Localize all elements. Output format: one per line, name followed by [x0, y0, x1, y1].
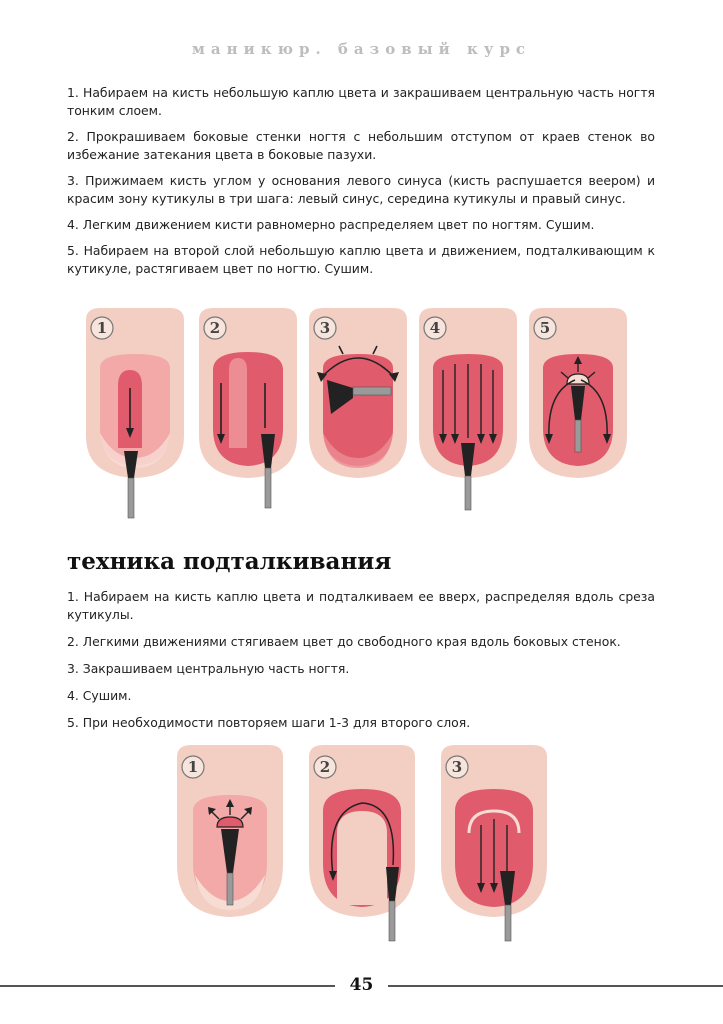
nail-cuticle-fan-icon [303, 308, 413, 523]
list-item: 1. Набираем на кисть каплю цвета и подталкиваем ее вверх, распределяя вдоль среза кутикулы. [67, 589, 655, 622]
list-item: 3. Закрашиваем центральную часть ногтя. [67, 661, 350, 676]
list-item: 2. Легкими движениями стягиваем цвет до свободного края вдоль боковых стенок. [67, 634, 621, 649]
figure-step-number: 2 [319, 758, 331, 776]
nail-pull-sides-icon [303, 745, 421, 960]
list-item: 4. Сушим. [67, 688, 132, 703]
nail-fill-center-icon [435, 745, 553, 960]
list-item: 5. Набираем на второй слой небольшую каплю цвета и движением, подталкивающим к кутикуле, растягиваем цвет по ногтю. Сушим. [67, 243, 655, 276]
steps-list-top [67, 84, 655, 286]
list-item: 1. Набираем на кисть небольшую каплю цвета и закрашиваем центральную часть ногтя тонким слоем. [67, 85, 655, 118]
section-title: техника подталкивания [67, 548, 392, 575]
nail-push-up-icon [171, 745, 289, 960]
figure-step-number: 3 [319, 319, 331, 337]
nail-center-stroke-icon [80, 308, 190, 523]
figure-step-number: 2 [209, 319, 221, 337]
list-item: 2. Прокрашиваем боковые стенки ногтя с небольшим отступом от краев стенок во избежание затекания цвета в боковые пазухи. [67, 129, 655, 162]
figure-step-number: 4 [429, 319, 441, 337]
list-item: 3. Прижимаем кисть углом у основания левого синуса (кисть распушается веером) и красим зону кутикулы в три шага: левый синус, середина кутикулы и правый синус. [67, 173, 655, 206]
steps-list-push-technique [67, 588, 655, 741]
figure-step-number: 1 [96, 319, 108, 337]
footer-rule-left [0, 985, 335, 987]
figure-step-number: 5 [539, 319, 551, 337]
nail-even-strokes-icon [413, 308, 523, 523]
nail-second-coat-icon [523, 308, 633, 523]
figure-step-number: 1 [187, 758, 199, 776]
page-number: 45 [349, 975, 374, 995]
list-item: 5. При необходимости повторяем шаги 1-3 для второго слоя. [67, 715, 471, 730]
footer-rule-right [388, 985, 723, 987]
figure-step-number: 3 [451, 758, 463, 776]
list-item: 4. Легким движением кисти равномерно распределяем цвет по ногтям. Сушим. [67, 217, 595, 232]
running-header: маникюр. базовый курс [191, 40, 532, 58]
nail-side-walls-icon [193, 308, 303, 523]
